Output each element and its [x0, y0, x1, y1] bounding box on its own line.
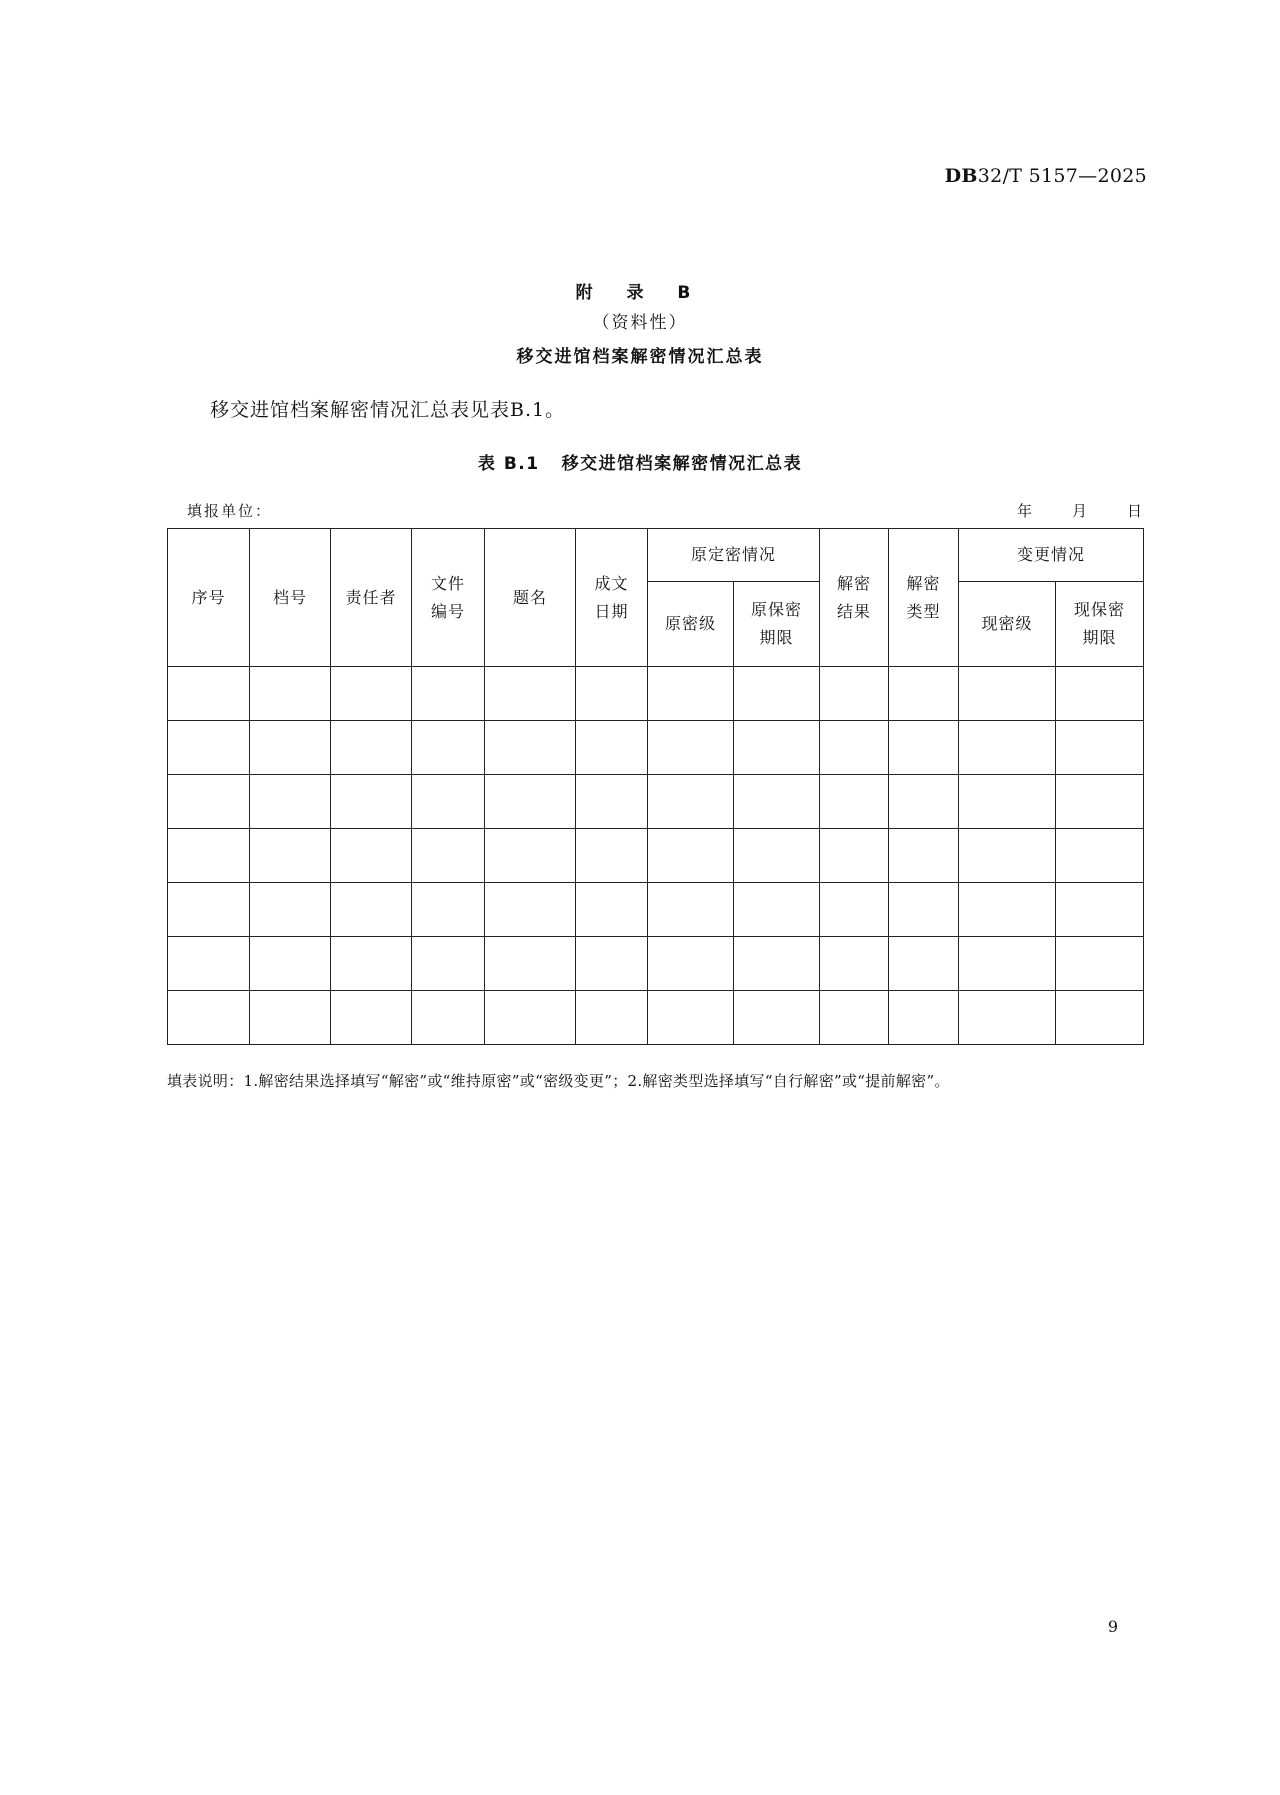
table-cell — [412, 775, 485, 829]
table-cell — [250, 937, 331, 991]
column-header-original-period: 原保密 期限 — [734, 582, 820, 667]
table-cell — [959, 991, 1056, 1045]
table-cell — [250, 667, 331, 721]
table-cell — [485, 937, 576, 991]
table-cell — [576, 937, 648, 991]
table-row — [168, 667, 1144, 721]
table-cell — [889, 775, 959, 829]
table-cell — [250, 883, 331, 937]
table-cell — [734, 775, 820, 829]
table-cell — [485, 667, 576, 721]
table-cell — [576, 829, 648, 883]
table-cell — [734, 829, 820, 883]
table-cell — [648, 883, 734, 937]
appendix-type: （资料性） — [592, 313, 688, 333]
table-caption-number: 表 B.1 — [477, 454, 540, 474]
column-header-date: 成文 日期 — [576, 529, 648, 667]
table-cell — [820, 883, 889, 937]
table-cell — [168, 883, 250, 937]
table-cell — [889, 829, 959, 883]
column-header-responsible: 责任者 — [331, 529, 412, 667]
table-cell — [168, 775, 250, 829]
table-cell — [959, 667, 1056, 721]
table-cell — [168, 991, 250, 1045]
intro-paragraph: 移交进馆档案解密情况汇总表见表B.1。 — [210, 399, 566, 421]
table-cell — [648, 775, 734, 829]
table-cell — [959, 775, 1056, 829]
table-cell — [959, 937, 1056, 991]
table-cell — [485, 775, 576, 829]
table-cell — [412, 667, 485, 721]
table-cell — [331, 991, 412, 1045]
table-cell — [820, 991, 889, 1045]
table-cell — [820, 775, 889, 829]
table-cell — [820, 667, 889, 721]
table-cell — [331, 883, 412, 937]
table-cell — [734, 991, 820, 1045]
table-cell — [889, 991, 959, 1045]
table-body — [168, 667, 1144, 1045]
table-cell — [648, 667, 734, 721]
column-header-original-level: 原密级 — [648, 582, 734, 667]
column-header-current-level: 现密级 — [959, 582, 1056, 667]
column-header-result: 解密 结果 — [820, 529, 889, 667]
table-cell — [331, 721, 412, 775]
table-cell — [576, 883, 648, 937]
table-cell — [1056, 937, 1144, 991]
table-cell — [889, 721, 959, 775]
table-cell — [1056, 775, 1144, 829]
appendix-title: 移交进馆档案解密情况汇总表 — [516, 347, 764, 367]
table-cell — [576, 991, 648, 1045]
table-cell — [820, 937, 889, 991]
date-line — [977, 500, 1142, 521]
table-cell — [331, 829, 412, 883]
table-row — [168, 775, 1144, 829]
table-cell — [1056, 667, 1144, 721]
column-header-title: 题名 — [485, 529, 576, 667]
column-header-seq: 序号 — [168, 529, 250, 667]
table-cell — [648, 721, 734, 775]
table-cell — [331, 775, 412, 829]
table-cell — [485, 883, 576, 937]
table-row — [168, 883, 1144, 937]
table-cell — [331, 937, 412, 991]
column-group-original: 原定密情况 — [648, 529, 820, 582]
year-label: 年 — [1016, 502, 1032, 520]
table-cell — [648, 937, 734, 991]
table-cell — [412, 883, 485, 937]
column-header-doc-number: 文件 编号 — [412, 529, 485, 667]
table-row — [168, 721, 1144, 775]
table-cell — [1056, 991, 1144, 1045]
table-notes: 填表说明：1.解密结果选择填写“解密”或“维持原密”或“密级变更”；2.解密类型选择填写“自行解密”或“提前解密”。 — [167, 1072, 950, 1090]
appendix-label: 附 录 B — [575, 283, 705, 303]
column-header-type: 解密 类型 — [889, 529, 959, 667]
table-cell — [889, 883, 959, 937]
table-cell — [168, 937, 250, 991]
column-header-current-period: 现保密 期限 — [1056, 582, 1144, 667]
table-cell — [168, 721, 250, 775]
table-cell — [485, 829, 576, 883]
table-cell — [485, 991, 576, 1045]
table-cell — [648, 991, 734, 1045]
table-cell — [889, 667, 959, 721]
table-cell — [168, 829, 250, 883]
table-row — [168, 937, 1144, 991]
table-cell — [734, 883, 820, 937]
summary-table — [167, 528, 1144, 1045]
table-cell — [576, 775, 648, 829]
document-code — [945, 165, 1147, 187]
table-cell — [250, 721, 331, 775]
column-header-file-no: 档号 — [250, 529, 331, 667]
table-row — [168, 991, 1144, 1045]
table-cell — [412, 829, 485, 883]
table-cell — [734, 667, 820, 721]
table-cell — [576, 667, 648, 721]
table-row — [168, 829, 1144, 883]
table-cell — [412, 991, 485, 1045]
table-cell — [959, 883, 1056, 937]
table-cell — [250, 775, 331, 829]
table-cell — [331, 667, 412, 721]
page-number: 9 — [1107, 1617, 1118, 1636]
table-cell — [889, 937, 959, 991]
table-cell — [1056, 883, 1144, 937]
table-cell — [648, 829, 734, 883]
table-cell — [820, 829, 889, 883]
table-cell — [576, 721, 648, 775]
table-cell — [485, 721, 576, 775]
table-cell — [412, 721, 485, 775]
table-cell — [250, 829, 331, 883]
table-cell — [820, 721, 889, 775]
fill-unit-label: 填报单位： — [187, 502, 273, 520]
column-group-change: 变更情况 — [959, 529, 1144, 582]
month-label: 月 — [1071, 502, 1087, 520]
table-cell — [734, 937, 820, 991]
table-cell — [1056, 829, 1144, 883]
document-code-number: 32/T 5157—2025 — [977, 165, 1147, 187]
table-caption-title: 移交进馆档案解密情况汇总表 — [561, 454, 803, 474]
day-label: 日 — [1126, 502, 1142, 520]
table-cell — [1056, 721, 1144, 775]
table-cell — [959, 829, 1056, 883]
table-cell — [412, 937, 485, 991]
table-cell — [734, 721, 820, 775]
table-cell — [959, 721, 1056, 775]
document-code-prefix: DB — [944, 165, 978, 187]
table-caption — [0, 449, 1280, 474]
table-cell — [168, 667, 250, 721]
table-cell — [250, 991, 331, 1045]
